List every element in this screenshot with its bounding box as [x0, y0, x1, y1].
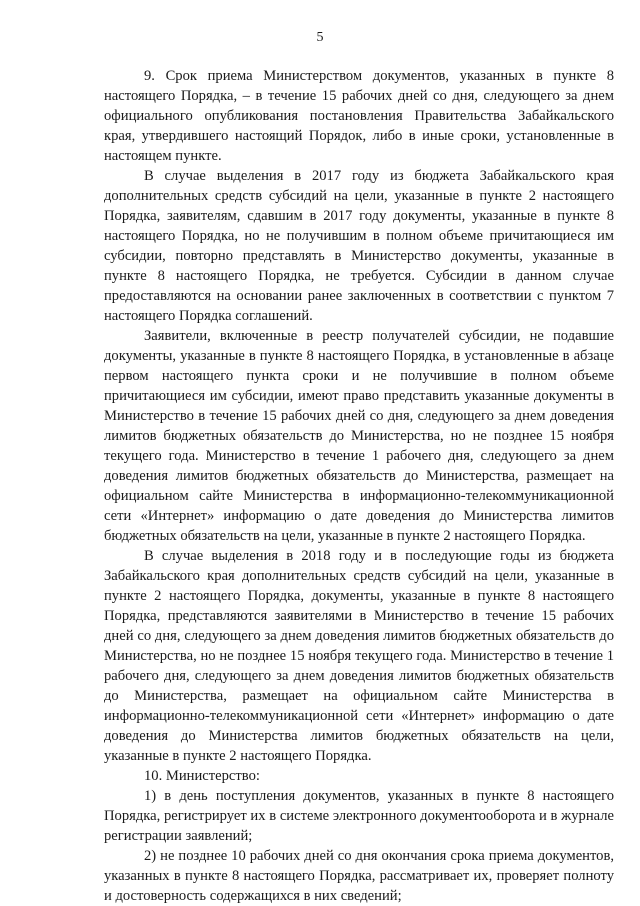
page-number: 5 — [316, 30, 324, 45]
paragraph-item-10-heading: 10. Министерство: — [144, 768, 260, 784]
paragraph-2017-additional-funds: В случае выделения в 2017 году из бюджета Забайкальского края дополнительных средств субсидий на цели, указанные в пункте 2 настоящего Порядка, заявителям, сдавшим в 2017 году документы, указанные в пункте 8 настоящего Порядка, но не получившим в полном объеме причитающиеся им субсидии, повторно представлять в Министерство документы, указанные в пункте 8 настоящего Порядка, не требуется. Субсидии в данном случае предоставляются на основании ранее заключенных в соответствии с пунктом 7 настоящего Порядка соглашений. — [104, 168, 614, 324]
paragraph-2018-additional-funds: В случае выделения в 2018 году и в последующие годы из бюджета Забайкальского края дополнительных средств субсидий на цели, указанные в пункте 2 настоящего Порядка, документы, указанные в пункте 8 настоящего Порядка, представляются заявителями в Министерство в течение 15 рабочих дней со дня, следующего за днем доведения лимитов бюджетных обязательств до Министерства, но не позднее 15 ноября текущего года. Министерство в течение 1 рабочего дня, следующего за днем доведения лимитов бюджетных обязательств до Министерства, размещает на официальном сайте Министерства в информационно-телекоммуникационной сети «Интернет» информацию о дате доведения до Министерства лимитов бюджетных обязательств на цели, указанные в пункте 2 настоящего Порядка. — [104, 548, 614, 764]
paragraph-applicants-in-registry: Заявители, включенные в реестр получателей субсидии, не подавшие документы, указанные в пункте 8 настоящего Порядка, в установленные в абзаце первом настоящего пункта сроки и не получившие в полном объеме причитающиеся им субсидии, имеют право представить указанные документы в Министерство в течение 15 рабочих дней со дня, следующего за днем доведения лимитов бюджетных обязательств до Министерства, но не позднее 15 ноября текущего года. Министерство в течение 1 рабочего дня, следующего за днем доведения лимитов бюджетных обязательств до Министерства, размещает на официальном сайте Министерства в информационно-телекоммуникационной сети «Интернет» информацию о дате доведения до Министерства лимитов бюджетных обязательств на цели, указанные в пункте 2 настоящего Порядка. — [104, 328, 614, 544]
document-body — [104, 66, 614, 906]
paragraph-item-9: 9. Срок приема Министерством документов, указанных в пункте 8 настоящего Порядка, – в течение 15 рабочих дней со дня, следующего за днем официального опубликования постановления Правительства Забайкальского края, утвердившего настоящий Порядок, либо в иные сроки, установленные в настоящем пункте. — [104, 68, 614, 164]
paragraph-item-10-1: 1) в день поступления документов, указанных в пункте 8 настоящего Порядка, регистрирует их в системе электронного документооборота и в журнале регистрации заявлений; — [104, 788, 614, 844]
paragraph-item-10-2: 2) не позднее 10 рабочих дней со дня окончания срока приема документов, указанных в пункте 8 настоящего Порядка, рассматривает их, проверяет полноту и достоверность содержащихся в них сведений; — [104, 848, 614, 904]
